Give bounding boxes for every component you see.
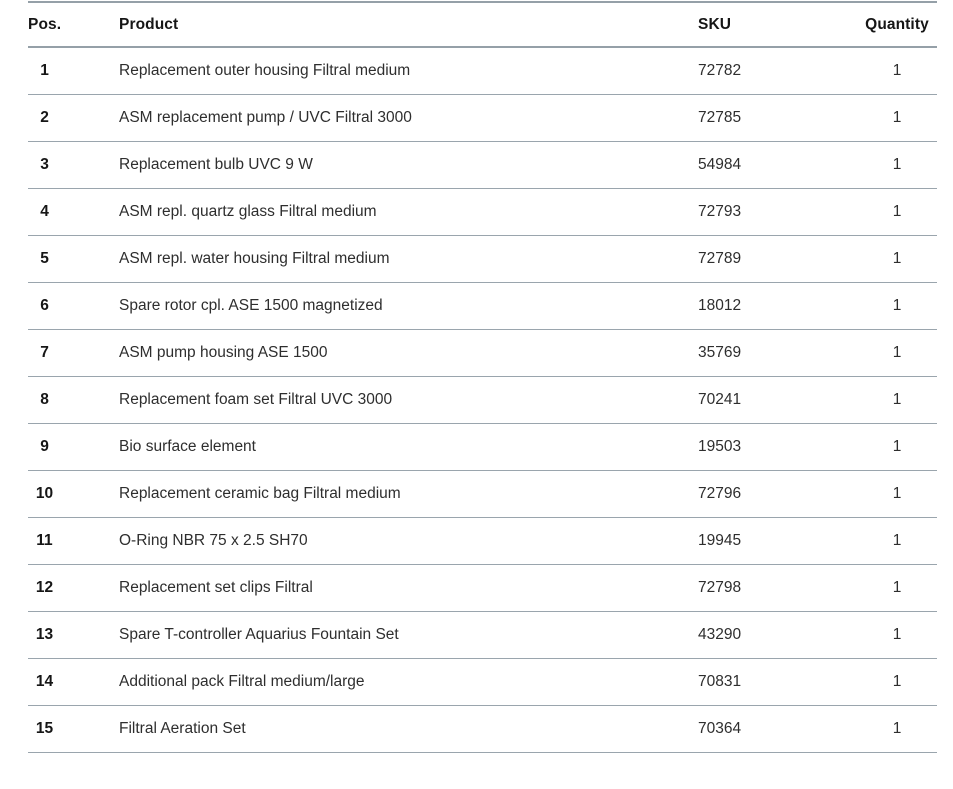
pos-cell: 9 — [40, 437, 49, 455]
table-row — [28, 94, 937, 141]
quantity-cell: 1 — [892, 390, 902, 408]
product-cell: O-Ring NBR 75 x 2.5 SH70 — [119, 531, 308, 549]
pos-cell: 3 — [40, 155, 49, 173]
sku-cell: 70831 — [698, 672, 742, 690]
quantity-cell: 1 — [892, 155, 902, 173]
sku-cell: 18012 — [698, 296, 742, 314]
pos-cell: 13 — [35, 625, 54, 643]
table-row — [28, 423, 937, 470]
pos-cell: 6 — [40, 296, 49, 314]
pos-cell: 12 — [35, 578, 54, 596]
product-cell: ASM repl. water housing Filtral medium — [119, 249, 390, 267]
table-row — [28, 470, 937, 517]
quantity-cell: 1 — [892, 108, 902, 126]
table-row — [28, 47, 937, 94]
product-cell: Replacement set clips Filtral — [119, 578, 313, 596]
sku-cell: 70241 — [698, 390, 742, 408]
pos-cell: 4 — [40, 202, 49, 220]
quantity-cell: 1 — [892, 672, 902, 690]
pos-cell: 11 — [36, 531, 53, 549]
pos-cell: 10 — [35, 484, 54, 502]
quantity-cell: 1 — [892, 249, 902, 267]
table-row — [28, 611, 937, 658]
product-cell: Filtral Aeration Set — [119, 719, 246, 737]
sku-cell: 72793 — [698, 202, 742, 220]
product-cell: Replacement outer housing Filtral medium — [119, 61, 411, 79]
table-row — [28, 658, 937, 705]
product-cell: ASM pump housing ASE 1500 — [119, 343, 328, 361]
product-cell: Replacement ceramic bag Filtral medium — [119, 484, 401, 502]
quantity-cell: 1 — [892, 578, 902, 596]
table-row — [28, 329, 937, 376]
sku-cell: 35769 — [698, 343, 742, 361]
table-row — [28, 705, 937, 752]
table-row — [28, 188, 937, 235]
table-row — [28, 282, 937, 329]
quantity-cell: 1 — [892, 296, 902, 314]
sku-cell: 72785 — [698, 108, 742, 126]
quantity-cell: 1 — [892, 437, 902, 455]
quantity-cell: 1 — [892, 61, 902, 79]
sku-cell: 72796 — [698, 484, 742, 502]
table-body — [28, 47, 937, 752]
quantity-cell: 1 — [892, 719, 902, 737]
quantity-cell: 1 — [892, 202, 902, 220]
column-header-product: Product — [119, 15, 179, 33]
sku-cell: 19945 — [698, 531, 742, 549]
quantity-cell: 1 — [892, 484, 902, 502]
sku-cell: 70364 — [698, 719, 742, 737]
sku-cell: 54984 — [698, 155, 742, 173]
quantity-cell: 1 — [892, 625, 902, 643]
table-row — [28, 517, 937, 564]
pos-cell: 8 — [40, 390, 49, 408]
pos-cell: 5 — [40, 249, 49, 267]
table-row — [28, 564, 937, 611]
table-row — [28, 141, 937, 188]
column-header-sku: SKU — [698, 15, 732, 33]
column-header-quantity: Quantity — [865, 15, 929, 33]
table-row — [28, 235, 937, 282]
product-cell: Spare rotor cpl. ASE 1500 magnetized — [119, 296, 383, 314]
quantity-cell: 1 — [892, 343, 902, 361]
table-row — [28, 376, 937, 423]
spare-parts-table — [28, 1, 937, 753]
product-cell: ASM replacement pump / UVC Filtral 3000 — [119, 108, 412, 126]
quantity-cell: 1 — [892, 531, 902, 549]
sku-cell: 19503 — [698, 437, 742, 455]
pos-cell: 7 — [40, 343, 49, 361]
product-cell: Spare T-controller Aquarius Fountain Set — [119, 625, 399, 643]
product-cell: Replacement foam set Filtral UVC 3000 — [119, 390, 393, 408]
sku-cell: 72782 — [698, 61, 742, 79]
product-cell: Replacement bulb UVC 9 W — [119, 155, 313, 173]
pos-cell: 2 — [40, 108, 49, 126]
sku-cell: 43290 — [698, 625, 742, 643]
product-cell: Bio surface element — [119, 437, 256, 455]
sku-cell: 72789 — [698, 249, 742, 267]
product-cell: Additional pack Filtral medium/large — [119, 672, 365, 690]
table-header — [28, 2, 937, 47]
sku-cell: 72798 — [698, 578, 742, 596]
pos-cell: 14 — [35, 672, 54, 690]
product-cell: ASM repl. quartz glass Filtral medium — [119, 202, 377, 220]
column-header-pos: Pos. — [28, 15, 61, 33]
pos-cell: 15 — [35, 719, 54, 737]
pos-cell: 1 — [40, 61, 49, 79]
table-header-row — [28, 2, 937, 47]
